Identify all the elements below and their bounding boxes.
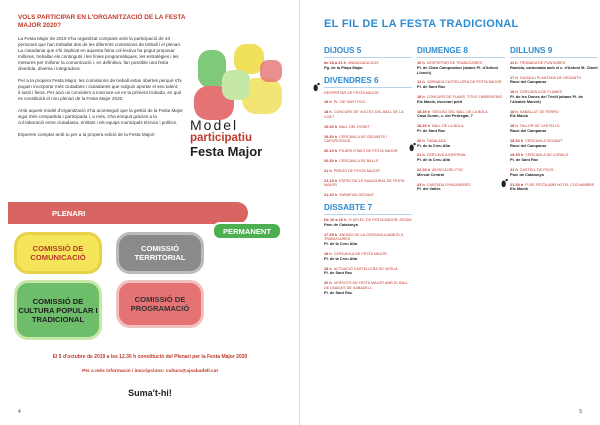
event-place: Racó del Campanar <box>510 142 547 148</box>
event-time: 22.30 h <box>417 166 431 172</box>
schedule-event <box>510 183 598 193</box>
event-place: Pl. de Sant Roc <box>510 157 539 163</box>
event-place: Parc de Catalunya <box>324 221 358 227</box>
footprint-icon <box>500 178 509 188</box>
event-place: Els Macià <box>510 186 528 192</box>
schedule-event <box>324 110 412 120</box>
schedule-event <box>417 124 505 134</box>
event-time: 18 h <box>510 89 518 95</box>
event-place: Pl. de Sant Roc <box>324 289 353 295</box>
contact-info: Per a més informació i inscripcions: cultura@ajsabadell.cat <box>82 369 218 374</box>
schedule-event <box>324 218 412 228</box>
plenari-block: PLENARI <box>8 202 248 224</box>
schedule-event <box>324 125 412 130</box>
event-time: 18 h <box>324 265 332 271</box>
logo-line-3: Festa Major <box>190 144 263 159</box>
schedule-event <box>324 179 412 189</box>
event-place: Casa Duran, c. del Pedregar, 7 <box>417 113 473 119</box>
schedule-event <box>510 124 598 134</box>
event-time: 21.15 h <box>324 177 338 183</box>
event-place: Pl. de la Creu Alta <box>417 157 450 163</box>
event-time: de 18 a 21 h <box>324 60 347 65</box>
event-place: Pg. de la Plaça Major <box>324 64 363 70</box>
event-time: 18 h <box>324 99 332 105</box>
event-name: ANIMALADA 2019 <box>348 61 379 65</box>
event-time: De 10 a 16 h <box>324 216 347 222</box>
logo-line-1: Model <box>190 117 239 133</box>
event-place: Els Macià <box>510 113 528 119</box>
event-time: 19.45 h <box>510 152 524 158</box>
event-name: JORNADA CASTELLERA DE FESTA MAJOR <box>426 80 502 85</box>
event-place: Pl. de la Creu Alta <box>324 255 357 261</box>
schedule-column-1 <box>324 46 412 301</box>
event-place: Pl. de la Creu Alta <box>324 241 357 247</box>
event-name: CASTELL DE FOCS <box>519 167 554 172</box>
event-name: CERCAVILA DE BALLS <box>339 158 379 163</box>
event-name: DESPERTAR DE TRABUCAIRES <box>426 61 483 65</box>
schedule-event <box>417 183 505 193</box>
event-time: 21 h <box>324 167 332 173</box>
event-time: 18 h <box>324 250 332 256</box>
event-name: DESPERTAR DE FESTA MAJOR <box>324 90 379 95</box>
event-place: Racó del Campanar <box>510 127 547 133</box>
event-time: 18 h <box>324 109 332 115</box>
event-place: Rambla, cantonada amb el c. d'Antoni M. Claret <box>510 64 598 70</box>
schedule-event <box>510 139 598 149</box>
schedule-event <box>417 153 505 163</box>
right-page <box>300 0 600 425</box>
event-name: MÚSICA DEL FOC <box>432 167 464 172</box>
call-to-action: Suma't-hi! <box>128 388 172 398</box>
event-time: 18.30 h <box>417 108 431 114</box>
event-name: BALL DEL ROSET <box>339 124 370 129</box>
event-name: CERCAVILA DE GEGANTS I CAPGROSSOS <box>324 134 387 144</box>
paragraph-2: Per a la propera Festa Major, les comissions de treball estan obertes perquè s'hi puguin incorporar més ciutadans i ciutadanes que vulguin aportar el seu talent, il·lusió i feina. Per això us convidem a inscriure-us en la primera trobada, en què es constituirà el nou plenari de la Festa Major 2020. <box>18 78 182 101</box>
left-title: VOLS PARTICIPAR EN L'ORGANITZACIÓ DE LA FESTA MAJOR 2020? <box>18 14 186 29</box>
day-heading: DIUMENGE 8 <box>417 46 505 58</box>
event-time: 23 h <box>417 181 425 187</box>
event-time: 20.15 h <box>324 148 338 154</box>
event-name: BALL DE LA BOLA <box>432 124 464 129</box>
schedule-event <box>324 233 412 247</box>
event-place: Pl. de la Creu Alta <box>417 142 450 148</box>
page-number-right: 5 <box>579 409 582 415</box>
event-name: CERCAVILA DE CORALS <box>525 153 568 158</box>
schedule-event <box>324 267 412 277</box>
schedule-event <box>510 61 598 71</box>
schedule-event <box>324 169 412 174</box>
schedule-column-3 <box>510 46 598 197</box>
event-place: Pl. de les Dones del Tèxtil (abans Pl. de l'Alcalde Marcet) <box>510 93 583 104</box>
event-name: ANUNCI DE LA CERCAVILA AMB ELS TRABUCAIRES <box>324 232 404 242</box>
event-time: 12 h <box>417 79 425 85</box>
event-place: Parc de Catalunya <box>510 171 544 177</box>
event-place: Mercat Central <box>417 171 445 177</box>
schedule-event <box>324 149 412 154</box>
event-name: SEGUICI DEL BALL DE LA BOLA <box>432 109 488 114</box>
page-number-left: 4 <box>18 409 21 415</box>
event-name: PL. DE SANT ROC <box>333 100 366 105</box>
event-time: 20 h <box>324 280 332 286</box>
paragraph-3: Amb aquest model d'organització s'ha aconseguit que la gestió de la Festa Major sigui més compartida i participada i, a més, s'ha enriquit gràcies a la col·laboració entre ciutadania, entitats i els equips municipals tècnics i polítics. <box>18 108 183 125</box>
event-name: CERCAVILA INFERNAL <box>426 153 467 158</box>
event-time: 21.30 h <box>510 181 524 187</box>
event-time: 17 h <box>510 74 518 80</box>
comissio-territorial-block: COMISSIÓ TERRITORIAL <box>116 232 204 274</box>
event-name: CERCAVILA GEGANT <box>525 138 563 143</box>
right-title: EL FIL DE LA FESTA TRADICIONAL <box>324 18 519 30</box>
schedule-column-2 <box>417 46 505 197</box>
event-name: IV APLEC DE FESTA MAJOR: RISSIA <box>348 217 412 222</box>
comissio-comunicacio-block: COMISSIÓ DE COMUNICACIÓ <box>14 232 102 274</box>
day-heading: DISSABTE 7 <box>324 203 412 215</box>
day-heading: DILLUNS 9 <box>510 46 598 58</box>
schedule-event <box>417 95 505 105</box>
event-place: Racó del Campanar <box>510 79 547 85</box>
schedule-event <box>417 61 505 75</box>
event-name: CERCAVILA DE FLAMES <box>519 90 563 95</box>
schedule-event <box>324 252 412 262</box>
event-name: PREGÓ DE FESTA MAJOR <box>333 168 380 173</box>
schedule-event <box>510 110 598 120</box>
comissio-programacio-block: COMISSIÓ DE PROGRAMACIÓ <box>116 280 204 328</box>
event-name: FI DE FESTA AMB HOTEL COCHAMBRE <box>525 182 595 187</box>
event-time: 21 h <box>510 166 518 172</box>
schedule-event <box>324 135 412 145</box>
event-name: TROBADA DE PUNTAIRES <box>519 61 566 65</box>
event-time: 19.30 h <box>324 133 338 139</box>
event-name: ESPECTACLE INAUGURAL DE FESTA MAJOR <box>324 178 405 188</box>
event-time: 20.30 h <box>324 157 338 163</box>
event-name: SABALLUT DE FERRO <box>519 109 559 114</box>
event-name: CERCAVILA DE FESTA MAJOR <box>333 251 387 256</box>
event-time: 21 h <box>417 152 425 158</box>
event-time: 18.30 h <box>417 123 431 129</box>
event-place: Pl. de Sant Roc <box>417 84 446 90</box>
left-body <box>18 36 183 144</box>
event-name: CONCURS DE FLAMS, TITUS I BARRUFINS <box>426 94 502 99</box>
schedule-event <box>417 110 505 120</box>
event-time: 18.30 h <box>510 137 524 143</box>
event-time: 11 h <box>510 60 518 65</box>
comissio-cultura-block: COMISSIÓ DE CULTURA POPULAR I TRADICIONAL <box>14 280 102 340</box>
event-place: Els Macià, escenari petit <box>417 98 462 104</box>
event-place: Pl. de Sant Roc <box>324 270 353 276</box>
plenari-date-note: El 5 d'octubre de 2019 a les 12.30 h constitució del Plenari per la Festa Major 2020 <box>52 354 248 360</box>
schedule-event <box>510 76 598 86</box>
event-name: TABALADA <box>426 138 446 143</box>
event-time: 10 h <box>417 60 425 65</box>
logo-text <box>190 118 296 159</box>
paragraph-1: La Festa Major de 2019 s'ha organitzat comptant amb la participació de 43 persones que han treballat des de les diferents comissions de treball i el plenari. La ciutadania que s'hi implicat en aquesta feina col·lectiva ha pogut proposar millores, treballar els continguts i les línies programàtiques, les estratègies i les mesures per millorar la comunicació i, en definitiva, fan possible una festa divertida, diversa i integradora. <box>18 36 182 71</box>
schedule-event <box>510 168 598 178</box>
schedule-event <box>510 90 598 104</box>
event-place: Pl. de Sant Roc <box>417 127 446 133</box>
footprint-icon <box>312 82 321 92</box>
event-time: 19.30 h <box>324 123 338 129</box>
event-time: 20 h <box>417 137 425 143</box>
event-time: 18 h <box>417 93 425 99</box>
schedule-event <box>324 91 412 96</box>
event-name: VERSOTS DE FESTA MAJOR AMB EL BALL DE DIABLES DE SABADELL <box>324 281 409 290</box>
schedule-event <box>510 153 598 163</box>
schedule-event <box>324 159 412 164</box>
day-heading: DIJOUS 5 <box>324 46 412 58</box>
event-name: GUIADA I PLANTADA DE GEGANTS <box>519 75 581 80</box>
schedule-event <box>324 281 412 295</box>
event-place: Pl. de Clara Campoamor (abans Pl. d'Antoni Llonch) <box>417 64 499 75</box>
event-time: 18 h <box>510 108 518 114</box>
event-time: 18 h <box>510 123 518 129</box>
schedule-event <box>417 80 505 90</box>
event-time: 21.30 h <box>324 192 338 198</box>
permanent-block: PERMANENT <box>212 222 282 240</box>
schedule-event <box>324 193 412 198</box>
logo-line-2: participatiu <box>190 132 252 144</box>
event-name: CANTADA D'HAVANERES <box>426 182 471 187</box>
paragraph-4: Esperem comptar amb tu per a la propera edició de la Festa Major! <box>18 132 155 137</box>
event-name: SARAFIAX GEGANT <box>339 193 375 198</box>
event-place: Pl. del Vallès <box>417 186 441 192</box>
footprint-icon <box>408 142 417 152</box>
schedule-event <box>417 139 505 149</box>
event-name: TALLER DE CASTELLS <box>519 124 560 129</box>
schedule-event <box>324 61 412 71</box>
schedule-event <box>417 168 505 178</box>
event-name: PILARS D'INICI DE FESTA MAJOR <box>339 149 398 154</box>
event-time: 17.45 h <box>324 231 338 237</box>
day-heading: DIVENDRES 6 <box>324 76 412 88</box>
event-name: ACTUACIÓ CASTELLERA DE VIGÍLIA <box>333 266 398 271</box>
event-name: CONCURS DE VOLTES DEL BALL DE LA COET <box>324 110 404 119</box>
schedule-event <box>324 100 412 105</box>
